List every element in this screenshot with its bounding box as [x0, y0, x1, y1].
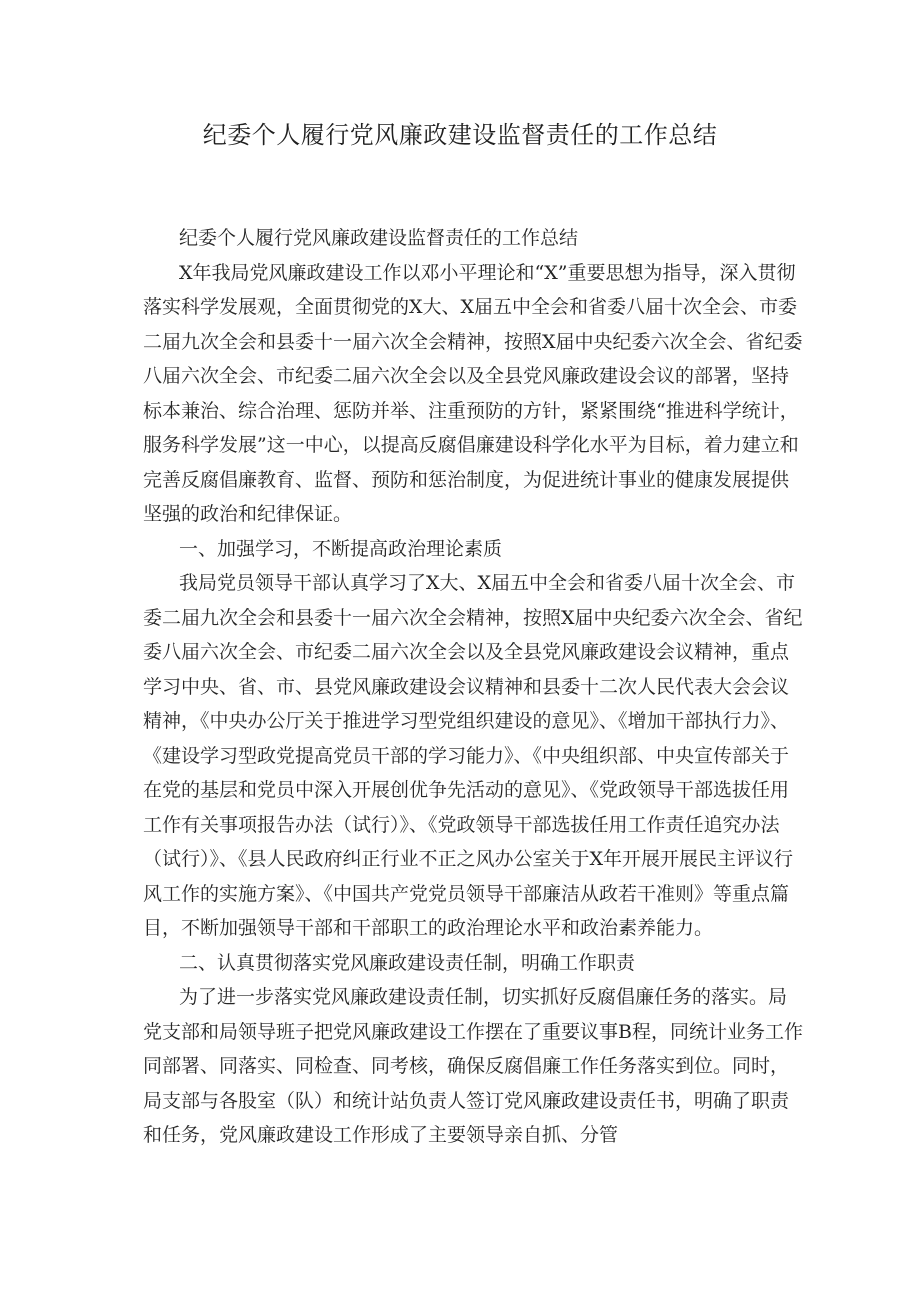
- subtitle-paragraph: 纪委个人履行党风廉政建设监督责任的工作总结: [179, 227, 579, 249]
- section-heading-1: 一、加强学习，不断提高政治理论素质: [179, 537, 503, 560]
- section-2-paragraph: 为了进一步落实党风廉政建设责任制，切实抓好反腐倡廉任务的落实。局党支部和局领导班子把党风廉政建设工作摆在了重要议事B程，同统计业务工作同部署、同落实、同检查、同考核，确保反腐倡廉工作任务落实到位。同时，局支部与各股室（队）和统计站负责人签订党风廉政建设责任书，明确了职责和任务，党风廉政建设工作形成了主要领导亲自抓、分管: [143, 986, 803, 1146]
- document-title: 纪委个人履行党风廉政建设监督责任的工作总结: [202, 121, 718, 149]
- section-1-paragraph: 我局党员领导干部认真学习了X大、X届五中全会和省委八届十次全会、市委二届九次全会和县委十一届六次全会精神，按照X届中央纪委六次全会、省纪委八届六次全会、市纪委二届六次全会以及全县党风廉政建设会议精神，重点学习中央、省、市、县党风廉政建设会议精神和县委十二次人民代表大会会议精神，《中央办公厅关于推进学习型党组织建设的意见》、《增加干部执行力》、《建设学习型政党提高党员干部的学习能力》、《中央组织部、中央宣传部关于在党的基层和党员中深入开展创优争先活动的意见》、《党政领导干部选拔任用工作有关事项报告办法（试行）》、《党政领导干部选拔任用工作责任追究办法（试行）》、《县人民政府纠正行业不正之风办公室关于X年开展开展民主评议行风工作的实施方案》、《中国共产党党员领导干部廉洁从政若干准则》等重点篇目，不断加强领导干部和干部职工的政治理论水平和政治素养能力。: [143, 572, 803, 939]
- document-body: [143, 221, 803, 1153]
- section-heading-2: 二、认真贯彻落实党风廉政建设责任制，明确工作职责: [179, 951, 636, 974]
- intro-paragraph: X年我局党风廉政建设工作以邓小平理论和“X”重要思想为指导，深入贯彻落实科学发展观，全面贯彻党的X大、X届五中全会和省委八届十次全会、市委二届九次全会和县委十一届六次全会精神，按照X届中央纪委六次全会、省纪委八届六次全会、市纪委二届六次全会以及全县党风廉政建设会议的部署，坚持标本兼治、综合治理、惩防并举、注重预防的方针，紧紧围绕“推进科学统计，服务科学发展”这一中心，以提高反腐倡廉建设科学化水平为目标，着力建立和完善反腐倡廉教育、监督、预防和惩治制度，为促进统计事业的健康发展提供坚强的政治和纪律保证。: [143, 261, 803, 525]
